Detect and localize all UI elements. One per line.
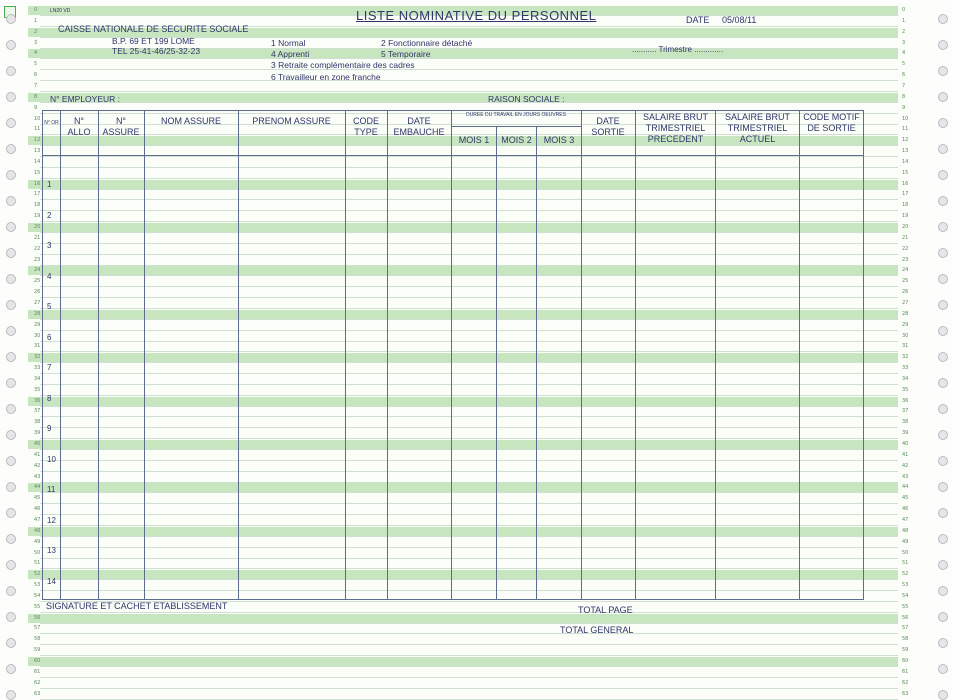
col-line xyxy=(345,110,346,600)
margin-line-number: 33 xyxy=(34,365,41,372)
margin-line-number: 29 xyxy=(34,321,41,328)
col-code-type: CODE TYPE xyxy=(352,116,379,137)
margin-line-number: 17 xyxy=(902,191,909,198)
margin-line-number: 38 xyxy=(34,419,41,426)
row-number: 5 xyxy=(47,302,52,311)
green-band xyxy=(28,93,898,102)
col-line xyxy=(98,110,99,600)
tractor-hole-icon xyxy=(938,92,948,102)
margin-line-number: 49 xyxy=(902,538,909,545)
margin-line-number: 53 xyxy=(902,582,909,589)
margin-line-number: 4 xyxy=(902,50,906,57)
margin-line-number: 37 xyxy=(902,408,909,415)
row-number: 8 xyxy=(47,393,52,403)
tractor-hole-icon xyxy=(938,404,948,414)
margin-line-number: 40 xyxy=(902,441,909,447)
margin-line-number: 22 xyxy=(34,245,41,252)
margin-line-number: 18 xyxy=(902,202,909,209)
tractor-hole-icon xyxy=(938,118,948,128)
margin-line-number: 61 xyxy=(902,668,909,675)
margin-line-number: 13 xyxy=(34,148,41,155)
margin-line-number: 12 xyxy=(902,137,909,144)
row-number: 3 xyxy=(47,241,52,250)
tractor-hole-icon xyxy=(6,430,16,440)
date-value: 05/08/11 xyxy=(722,15,757,25)
ruled-line xyxy=(40,655,898,656)
tractor-hole-icon xyxy=(938,612,948,622)
col-line xyxy=(799,110,800,600)
tractor-hole-icon xyxy=(938,482,948,492)
ruled-line xyxy=(40,677,898,678)
ruled-line xyxy=(40,80,898,81)
col-prenom-assure: PRENOM ASSURE xyxy=(252,116,331,126)
col-line xyxy=(60,110,61,600)
col-date-sortie: DATE SORTIE xyxy=(591,116,625,137)
tractor-hole-icon xyxy=(938,638,948,648)
ruled-line xyxy=(40,102,898,103)
tractor-hole-icon xyxy=(6,14,16,24)
ruled-line xyxy=(40,58,898,59)
margin-line-number: 41 xyxy=(902,451,909,458)
col-line xyxy=(238,110,239,600)
ruled-line xyxy=(40,644,898,645)
tractor-hole-icon xyxy=(6,560,16,570)
margin-line-number: 56 xyxy=(902,614,909,621)
margin-line-number: 62 xyxy=(902,679,909,686)
tractor-hole-icon xyxy=(6,66,16,76)
col-line xyxy=(536,126,537,600)
margin-line-number: 48 xyxy=(34,527,41,534)
margin-line-number: 52 xyxy=(34,571,41,578)
margin-line-number: 45 xyxy=(902,495,909,502)
tractor-hole-icon xyxy=(938,326,948,336)
margin-line-number: 31 xyxy=(902,343,909,350)
margin-line-number: 35 xyxy=(902,386,909,393)
margin-line-number: 2 xyxy=(902,28,906,35)
form-code: LN20 VD xyxy=(50,8,71,14)
margin-line-number: 0 xyxy=(34,7,38,13)
margin-line-number: 23 xyxy=(902,256,909,263)
tractor-hole-icon xyxy=(6,118,16,128)
col-line xyxy=(451,110,452,600)
margin-line-number: 50 xyxy=(902,549,909,556)
col-mois-1: MOIS 1 xyxy=(458,135,490,145)
tractor-hole-icon xyxy=(6,690,16,700)
total-page-label: TOTAL PAGE xyxy=(578,605,633,615)
org-address: B.P. 69 ET 199 LOME xyxy=(112,36,195,46)
margin-line-number: 48 xyxy=(902,527,909,534)
margin-line-number: 34 xyxy=(34,375,41,382)
tractor-hole-icon xyxy=(938,248,948,258)
tractor-hole-icon xyxy=(6,378,16,388)
col-code-motif: CODE MOTIF DE SORTIE xyxy=(803,112,860,133)
margin-line-number: 5 xyxy=(902,61,906,68)
total-general-label: TOTAL GENERAL xyxy=(560,625,634,635)
margin-line-number: 16 xyxy=(34,180,41,187)
margin-line-number: 46 xyxy=(902,506,909,513)
margin-line-number: 57 xyxy=(902,625,909,632)
margin-line-number: 30 xyxy=(34,332,41,339)
margin-line-number: 39 xyxy=(902,430,909,437)
margin-line-number: 5 xyxy=(34,61,38,68)
ruled-line xyxy=(40,666,898,667)
tractor-hole-icon xyxy=(938,274,948,284)
margin-line-number: 7 xyxy=(902,82,906,89)
margin-line-number: 9 xyxy=(34,104,38,111)
row-number: 12 xyxy=(47,515,56,525)
ruled-line xyxy=(40,688,898,689)
trimestre: ........... Trimestre ............. xyxy=(632,45,724,54)
margin-line-number: 38 xyxy=(902,419,909,426)
margin-line-number: 30 xyxy=(902,332,909,339)
margin-line-number: 15 xyxy=(902,169,909,176)
col-date-embauche: DATE EMBAUCHE xyxy=(393,116,445,137)
margin-line-number: 10 xyxy=(902,115,909,122)
col-duree: DUREE DU TRAVAIL EN JOURS OEUVRES xyxy=(466,112,566,118)
tractor-hole-icon xyxy=(938,690,948,700)
margin-line-number: 29 xyxy=(902,321,909,328)
margin-line-number: 21 xyxy=(34,234,41,241)
tractor-hole-icon xyxy=(938,66,948,76)
tractor-hole-icon xyxy=(938,664,948,674)
tractor-hole-icon xyxy=(938,222,948,232)
tractor-hole-icon xyxy=(938,300,948,310)
signature-label: SIGNATURE ET CACHET ETABLISSEMENT xyxy=(46,601,228,611)
margin-line-number: 24 xyxy=(34,267,41,274)
margin-line-number: 1 xyxy=(902,17,906,24)
margin-line-number: 36 xyxy=(902,397,909,404)
margin-line-number: 50 xyxy=(34,549,41,556)
code-5: 5 Temporaire xyxy=(381,49,431,59)
col-salaire-actuel: SALAIRE BRUT TRIMESTRIEL ACTUEL xyxy=(724,112,791,144)
margin-line-number: 44 xyxy=(34,484,41,491)
margin-line-number: 63 xyxy=(902,690,909,697)
employer-label: N° EMPLOYEUR : xyxy=(50,94,120,104)
margin-line-number: 39 xyxy=(34,430,41,437)
margin-line-number: 24 xyxy=(902,267,909,274)
row-number: 2 xyxy=(47,210,52,220)
tractor-hole-icon xyxy=(938,586,948,596)
margin-line-number: 60 xyxy=(902,658,909,664)
margin-line-number: 57 xyxy=(34,625,41,632)
ruled-line xyxy=(40,623,898,624)
margin-line-number: 26 xyxy=(34,289,41,296)
tractor-hole-icon xyxy=(938,170,948,180)
tractor-hole-icon xyxy=(938,14,948,24)
margin-line-number: 17 xyxy=(34,191,41,198)
margin-line-number: 49 xyxy=(34,538,41,545)
tractor-hole-icon xyxy=(938,560,948,570)
tractor-hole-icon xyxy=(6,326,16,336)
margin-line-number: 31 xyxy=(34,343,41,350)
margin-line-number: 20 xyxy=(902,224,909,230)
margin-line-number: 42 xyxy=(34,462,41,469)
margin-line-number: 18 xyxy=(34,202,41,209)
margin-line-number: 12 xyxy=(34,137,41,144)
tractor-hole-icon xyxy=(6,248,16,258)
tractor-hole-icon xyxy=(938,508,948,518)
org-phone: TEL 25-41-46/25-32-23 xyxy=(112,46,201,56)
code-3: 3 Retraite complémentaire des cadres xyxy=(271,60,415,70)
ruled-line xyxy=(40,699,898,700)
tractor-hole-icon xyxy=(938,40,948,50)
margin-line-number: 33 xyxy=(902,365,909,372)
margin-line-number: 40 xyxy=(34,441,41,447)
margin-line-number: 21 xyxy=(902,234,909,241)
tractor-hole-icon xyxy=(6,222,16,232)
org-name: CAISSE NATIONALE DE SECURITE SOCIALE xyxy=(58,24,249,34)
table-frame xyxy=(42,110,864,600)
tractor-hole-icon xyxy=(6,300,16,310)
date-label: DATE xyxy=(686,15,710,25)
margin-line-number: 6 xyxy=(902,72,906,79)
tractor-hole-icon xyxy=(6,482,16,492)
tractor-hole-icon xyxy=(6,534,16,544)
row-number: 7 xyxy=(47,363,52,372)
margin-line-number: 52 xyxy=(902,571,909,578)
margin-line-number: 60 xyxy=(34,658,41,664)
col-no-or: N° OR xyxy=(44,120,59,126)
col-no-allo: N° ALLO xyxy=(67,116,91,137)
margin-line-number: 8 xyxy=(902,93,906,100)
margin-line-number: 45 xyxy=(34,495,41,502)
margin-line-number: 6 xyxy=(34,72,38,79)
tractor-hole-icon xyxy=(6,92,16,102)
row-number: 14 xyxy=(47,576,56,586)
tractor-hole-icon xyxy=(6,508,16,518)
ruled-line xyxy=(40,69,898,70)
code-4: 4 Apprenti xyxy=(271,49,310,59)
margin-line-number: 56 xyxy=(34,614,41,621)
margin-line-number: 42 xyxy=(902,462,909,469)
margin-line-number: 20 xyxy=(34,224,41,230)
col-line xyxy=(496,126,497,600)
margin-line-number: 58 xyxy=(34,636,41,643)
margin-line-number: 32 xyxy=(902,354,909,361)
margin-line-number: 28 xyxy=(34,310,41,317)
margin-line-number: 61 xyxy=(34,668,41,675)
margin-line-number: 47 xyxy=(902,516,909,523)
tractor-hole-icon xyxy=(938,352,948,362)
margin-line-number: 10 xyxy=(34,115,41,122)
tractor-hole-icon xyxy=(6,40,16,50)
margin-line-number: 8 xyxy=(34,93,38,100)
margin-line-number: 51 xyxy=(902,560,909,567)
margin-line-number: 9 xyxy=(902,104,906,111)
code-1: 1 Normal xyxy=(271,38,306,48)
margin-line-number: 15 xyxy=(34,169,41,176)
tractor-hole-icon xyxy=(938,456,948,466)
margin-line-number: 55 xyxy=(34,603,41,610)
col-line xyxy=(387,110,388,600)
tractor-hole-icon xyxy=(6,638,16,648)
ruled-line xyxy=(40,612,898,613)
ruled-line xyxy=(40,91,898,92)
tractor-hole-icon xyxy=(6,586,16,596)
margin-line-number: 51 xyxy=(34,560,41,567)
col-line xyxy=(715,110,716,600)
green-band xyxy=(28,614,898,623)
col-mois-2: MOIS 2 xyxy=(501,135,532,145)
margin-line-number: 27 xyxy=(902,299,909,306)
margin-line-number: 35 xyxy=(34,386,41,393)
tractor-hole-icon xyxy=(938,430,948,440)
code-6: 6 Travailleur en zone franche xyxy=(271,72,381,82)
tractor-hole-icon xyxy=(6,664,16,674)
margin-line-number: 62 xyxy=(34,679,41,686)
margin-line-number: 3 xyxy=(34,39,38,46)
tractor-hole-icon xyxy=(6,612,16,622)
margin-line-number: 53 xyxy=(34,582,41,589)
row-number: 9 xyxy=(47,424,52,433)
margin-line-number: 54 xyxy=(34,592,41,599)
margin-line-number: 19 xyxy=(902,213,909,220)
row-number: 13 xyxy=(47,546,56,555)
tractor-hole-icon xyxy=(6,196,16,206)
tractor-hole-icon xyxy=(6,144,16,154)
tractor-hole-icon xyxy=(6,456,16,466)
col-line xyxy=(144,110,145,600)
row-number: 1 xyxy=(47,180,52,189)
margin-line-number: 14 xyxy=(34,158,41,165)
margin-line-number: 7 xyxy=(34,82,38,89)
margin-line-number: 43 xyxy=(34,473,41,480)
margin-line-number: 13 xyxy=(902,148,909,155)
tractor-hole-icon xyxy=(938,378,948,388)
margin-line-number: 16 xyxy=(902,180,909,187)
col-salaire-precedent: SALAIRE BRUT TRIMESTRIEL PRECEDENT xyxy=(642,112,709,144)
margin-line-number: 59 xyxy=(902,647,909,654)
margin-line-number: 47 xyxy=(34,516,41,523)
code-2: 2 Fonctionnaire détaché xyxy=(381,38,473,48)
tractor-hole-icon xyxy=(938,144,948,154)
margin-line-number: 46 xyxy=(34,506,41,513)
ruled-line xyxy=(40,633,898,634)
margin-line-number: 25 xyxy=(34,278,41,285)
margin-line-number: 37 xyxy=(34,408,41,415)
col-nom-assure: NOM ASSURE xyxy=(160,116,221,126)
margin-line-number: 26 xyxy=(902,289,909,296)
margin-line-number: 11 xyxy=(902,126,909,133)
margin-line-number: 3 xyxy=(902,39,906,46)
table-header-divider xyxy=(42,155,864,156)
margin-line-number: 59 xyxy=(34,647,41,654)
margin-line-number: 1 xyxy=(34,17,38,24)
margin-line-number: 32 xyxy=(34,354,41,361)
margin-line-number: 23 xyxy=(34,256,41,263)
duree-subdivider xyxy=(451,126,581,127)
row-number: 10 xyxy=(47,454,56,464)
margin-line-number: 58 xyxy=(902,636,909,643)
col-mois-3: MOIS 3 xyxy=(543,135,575,145)
col-line xyxy=(635,110,636,600)
margin-line-number: 44 xyxy=(902,484,909,491)
margin-line-number: 14 xyxy=(902,158,909,165)
page-title: LISTE NOMINATIVE DU PERSONNEL xyxy=(356,8,597,23)
margin-line-number: 54 xyxy=(902,592,909,599)
margin-line-number: 22 xyxy=(902,245,909,252)
tractor-hole-icon xyxy=(938,196,948,206)
margin-line-number: 0 xyxy=(902,7,906,13)
raison-label: RAISON SOCIALE : xyxy=(488,94,565,104)
tractor-hole-icon xyxy=(6,352,16,362)
col-line xyxy=(581,110,582,600)
tractor-hole-icon xyxy=(6,274,16,284)
margin-line-number: 36 xyxy=(34,397,41,404)
tractor-hole-icon xyxy=(6,404,16,414)
margin-line-number: 4 xyxy=(34,50,38,57)
margin-line-number: 28 xyxy=(902,310,909,317)
margin-line-number: 41 xyxy=(34,451,41,458)
margin-line-number: 25 xyxy=(902,278,909,285)
margin-line-number: 43 xyxy=(902,473,909,480)
margin-line-number: 19 xyxy=(34,213,41,220)
green-band xyxy=(28,657,898,666)
tractor-hole-icon xyxy=(938,534,948,544)
margin-line-number: 27 xyxy=(34,299,41,306)
row-number: 4 xyxy=(47,271,52,281)
margin-line-number: 63 xyxy=(34,690,41,697)
row-number: 11 xyxy=(47,485,56,494)
row-number: 6 xyxy=(47,332,52,342)
col-no-assure: N° ASSURE xyxy=(102,116,140,137)
margin-line-number: 11 xyxy=(34,126,41,133)
tractor-hole-icon xyxy=(6,170,16,180)
margin-line-number: 34 xyxy=(902,375,909,382)
margin-line-number: 2 xyxy=(34,28,38,35)
margin-line-number: 55 xyxy=(902,603,909,610)
